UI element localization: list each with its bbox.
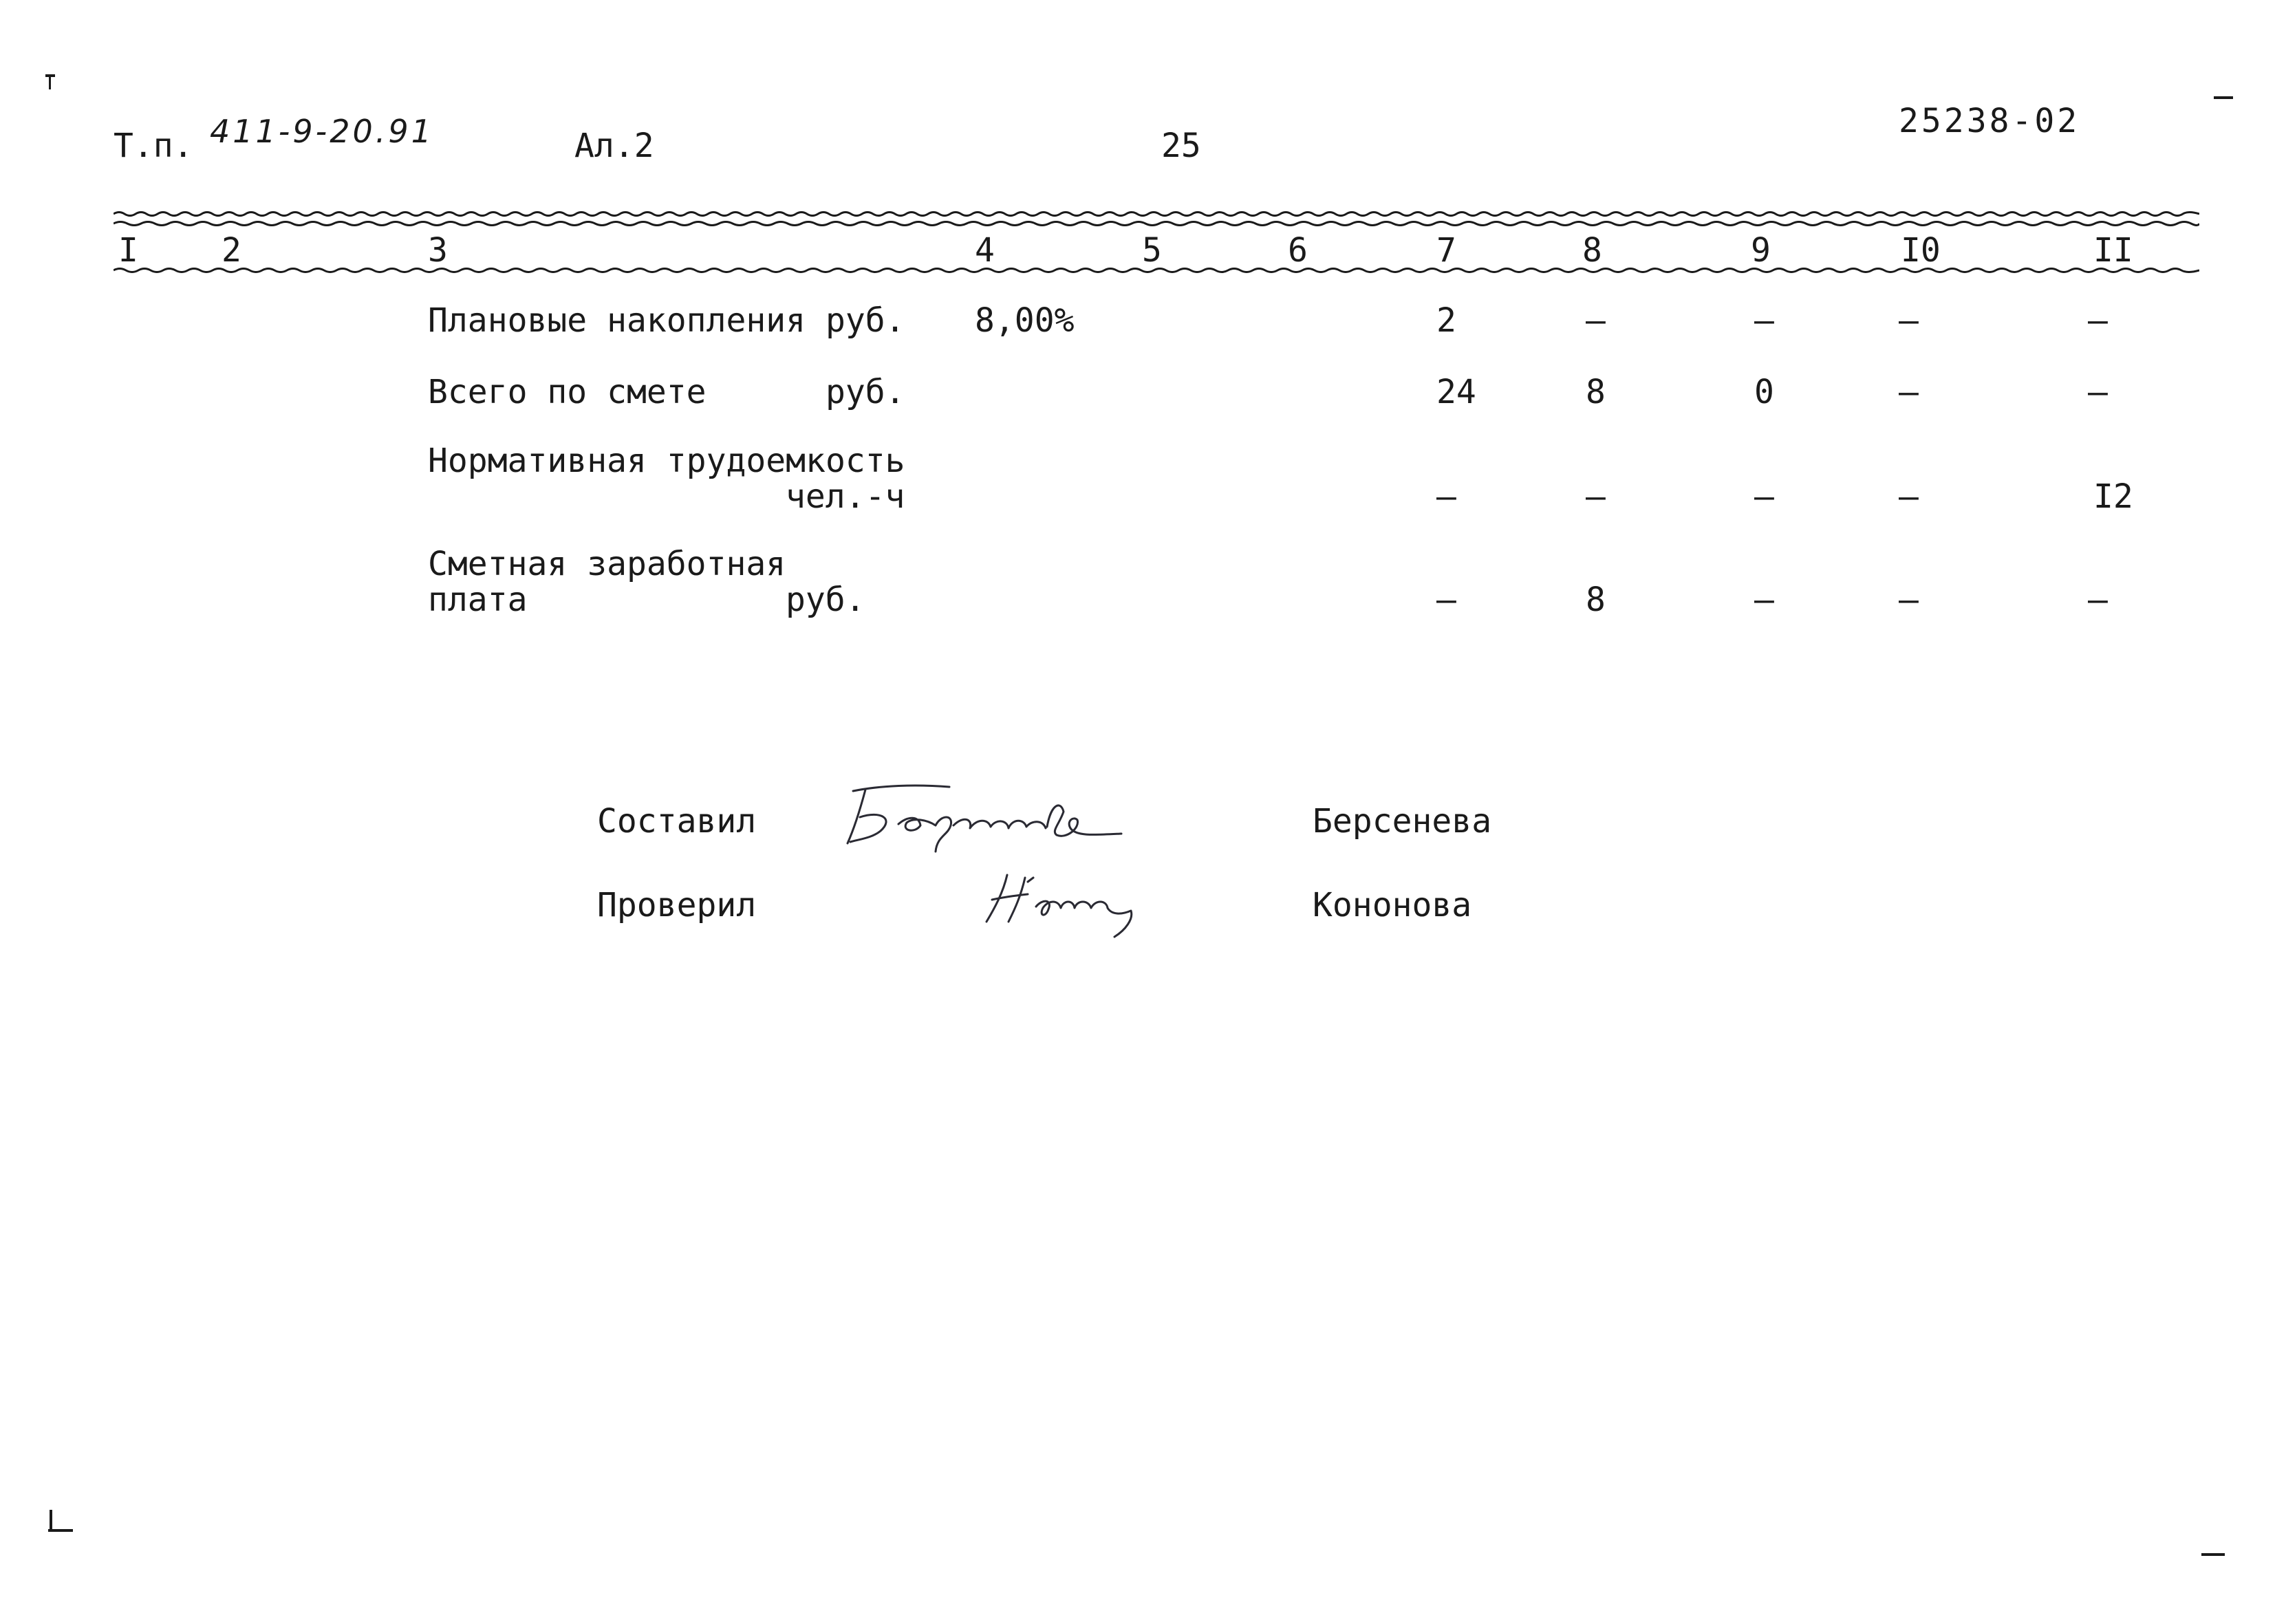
row-1-col9: – (1754, 301, 1774, 340)
row-2-unit: руб. (826, 373, 905, 411)
col-header-8: 8 (1582, 231, 1602, 270)
col-header-3: 3 (428, 231, 448, 270)
signature-bersenyova (832, 776, 1135, 861)
table-top-rule-2 (114, 220, 2199, 223)
row-2-label: Всего по смете (428, 373, 707, 411)
row-2-col8: 8 (1586, 373, 1606, 411)
row-4-col11: – (2088, 581, 2108, 619)
corner-mark-top-right (2214, 96, 2233, 99)
row-1-label: Плановые накопления руб. (428, 301, 905, 340)
row-3-label: Нормативная трудоемкость (428, 442, 905, 480)
row-1-col4: 8,00% (975, 301, 1075, 340)
album-label: Ал.2 (574, 127, 654, 165)
row-3-col9: – (1754, 477, 1774, 516)
row-4-col10: – (1899, 581, 1919, 619)
row-3-col7: – (1436, 477, 1456, 516)
compiled-by-name: Берсенева (1313, 802, 1492, 841)
page-number: 25 (1161, 127, 1201, 165)
col-header-7: 7 (1436, 231, 1456, 270)
checked-by-name: Кононова (1313, 886, 1472, 924)
col-header-4: 4 (975, 231, 995, 270)
row-3-col11: I2 (2093, 477, 2133, 516)
row-4-col7: – (1436, 581, 1456, 619)
col-header-6: 6 (1288, 231, 1308, 270)
signature-kononova (977, 865, 1183, 944)
col-header-1: I (118, 231, 138, 270)
corner-mark-bottom-left-stem (50, 1510, 52, 1530)
col-header-9: 9 (1751, 231, 1771, 270)
row-3-col8: – (1586, 477, 1606, 516)
table-top-rule-1 (114, 210, 2199, 213)
row-1-col11: – (2088, 301, 2108, 340)
row-3-col10: – (1899, 477, 1919, 516)
row-1-col10: – (1899, 301, 1919, 340)
row-4-unit: руб. (786, 581, 865, 619)
corner-mark-bottom-right (2201, 1553, 2225, 1556)
row-4-col8: 8 (1586, 581, 1606, 619)
compiled-by-label: Составил (597, 802, 757, 841)
row-1-col7: 2 (1436, 301, 1456, 340)
table-header-bottom-rule (114, 267, 2199, 270)
col-header-11: II (2093, 231, 2133, 270)
row-2-col10: – (1899, 373, 1919, 411)
row-2-col11: – (2088, 373, 2108, 411)
col-header-5: 5 (1142, 231, 1162, 270)
row-2-col9: 0 (1754, 373, 1774, 411)
row-4-label: Сметная заработная (428, 545, 786, 583)
checked-by-label: Проверил (597, 886, 757, 924)
col-header-10: I0 (1901, 231, 1941, 270)
corner-mark-top-left-stem (49, 74, 51, 89)
col-header-2: 2 (222, 231, 241, 270)
row-1-col8: – (1586, 301, 1606, 340)
row-4-label-2: плата (428, 581, 528, 619)
document-code: 25238-02 (1899, 102, 2080, 140)
row-2-col7: 24 (1436, 373, 1476, 411)
row-3-unit: чел.-ч (786, 477, 905, 516)
project-prefix: Т.п. (114, 127, 193, 165)
row-4-col9: – (1754, 581, 1774, 619)
project-number: 411-9-20.91 (210, 113, 434, 150)
